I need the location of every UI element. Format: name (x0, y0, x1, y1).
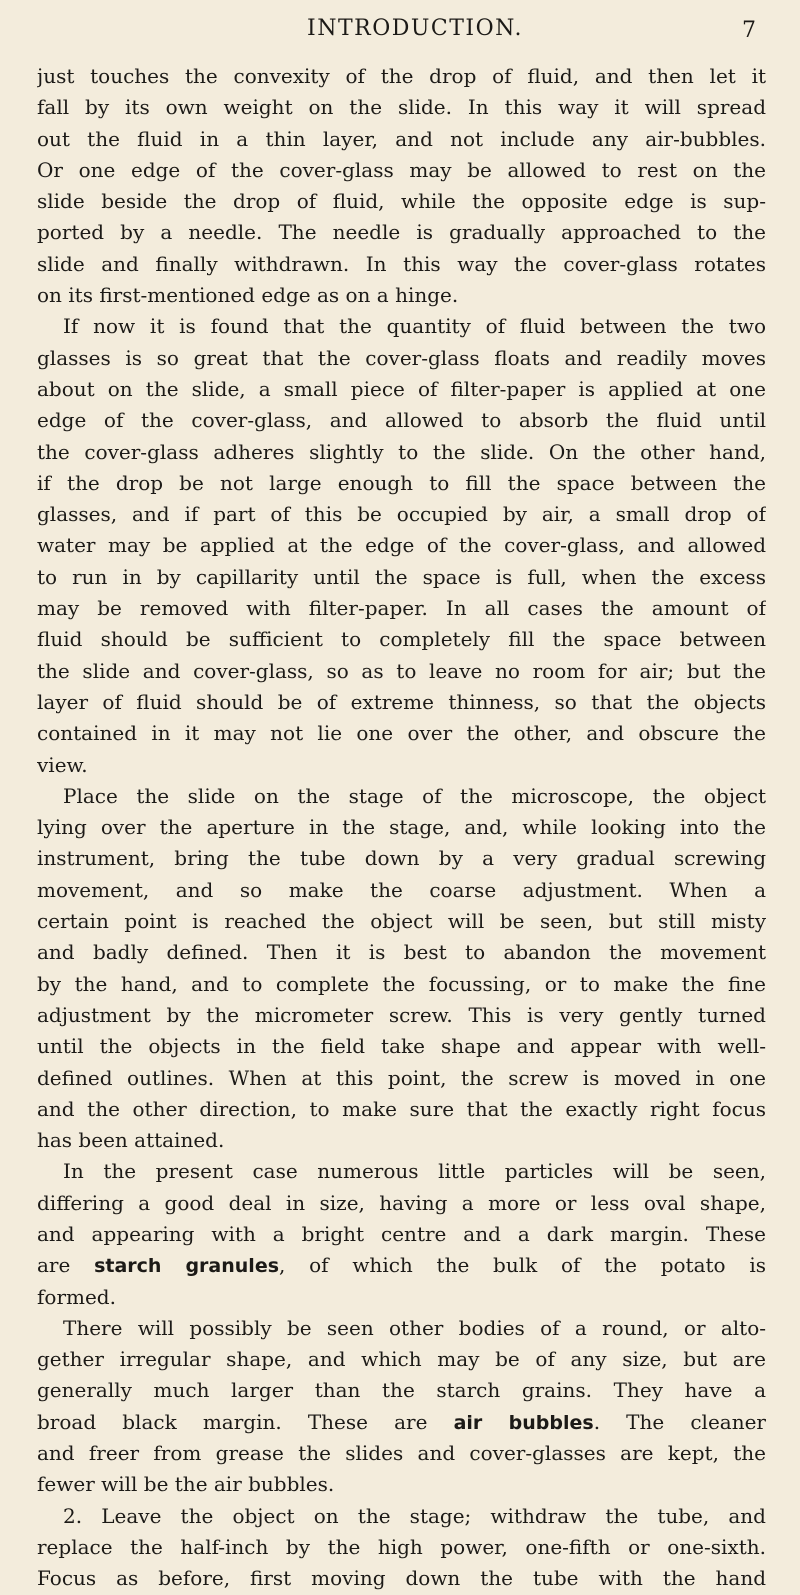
text-line: Place the slide on the stage of the microscope, the object (63, 783, 766, 808)
text-line: certain point is reached the object will be seen, but still misty (37, 909, 766, 934)
text-line: on its first-mentioned edge as on a hinge. (37, 283, 459, 308)
text-line: by the hand, and to complete the focussing, or to make the fine (37, 971, 766, 996)
text-line: water may be applied at the edge of the cover-glass, and allowed (37, 533, 766, 558)
body-text (37, 61, 766, 1595)
text-line: glasses, and if part of this be occupied by air, a small drop of (37, 502, 766, 527)
text-line: gether irregular shape, and which may be of any size, but are (37, 1347, 766, 1372)
text-line: and freer from grease the slides and cover-glasses are kept, the (37, 1441, 766, 1466)
page-number: 7 (742, 18, 756, 43)
text-line: and the other direction, to make sure that the exactly right focus (37, 1096, 766, 1121)
text-line: slide and finally withdrawn. In this way the cover-glass rotates (37, 251, 766, 276)
text-line: 2. Leave the object on the stage; withdraw the tube, and (63, 1503, 766, 1528)
text-line: the cover-glass adheres slightly to the slide. On the other hand, (37, 439, 766, 464)
text-fragment: , of which the bulk of the potato is (279, 1253, 766, 1278)
page-header (0, 14, 800, 50)
text-line: about on the slide, a small piece of filter-paper is applied at one (37, 376, 766, 401)
text-line: If now it is found that the quantity of fluid between the two (63, 314, 766, 339)
text-line: glasses is so great that the cover-glass floats and readily moves (37, 345, 766, 370)
text-line: generally much larger than the starch grains. They have a (37, 1378, 766, 1403)
text-line: There will possibly be seen other bodies of a round, or alto- (63, 1315, 766, 1340)
text-line: and appearing with a bright centre and a dark margin. These (37, 1221, 766, 1246)
running-head: INTRODUCTION. (307, 16, 523, 41)
text-line: if the drop be not large enough to fill the space between the (37, 470, 766, 495)
text-line: may be removed with filter-paper. In all cases the amount of (37, 596, 766, 621)
text-line: out the fluid in a thin layer, and not include any air-bubbles. (37, 126, 766, 151)
text-line: fewer will be the air bubbles. (37, 1472, 335, 1497)
text-line: the slide and cover-glass, so as to leave no room for air; but the (37, 658, 766, 683)
text-line: defined outlines. When at this point, the screw is moved in one (37, 1065, 766, 1090)
text-line: slide beside the drop of fluid, while the opposite edge is sup- (37, 189, 766, 214)
text-line: contained in it may not lie one over the other, and obscure the (37, 721, 766, 746)
text-line: ported by a needle. The needle is gradually approached to the (37, 220, 766, 245)
text-line: In the present case numerous little particles will be seen, (63, 1159, 766, 1184)
text-line: just touches the convexity of the drop of fluid, and then let it (37, 64, 766, 88)
text-line (37, 1250, 766, 1281)
text-line: Or one edge of the cover-glass may be allowed to rest on the (37, 157, 766, 182)
text-line: layer of fluid should be of extreme thinness, so that the objects (37, 689, 766, 714)
text-fragment: are (37, 1253, 95, 1278)
text-line: and badly defined. Then it is best to abandon the movement (37, 940, 766, 965)
text-line: movement, and so make the coarse adjustment. When a (37, 877, 766, 902)
text-line: until the objects in the field take shape and appear with well- (37, 1034, 766, 1059)
text-line: adjustment by the micrometer screw. This is very gently turned (37, 1002, 766, 1027)
bold-term: air bubbles (453, 1411, 594, 1434)
text-line: instrument, bring the tube down by a very gradual screwing (37, 846, 766, 871)
text-line: edge of the cover-glass, and allowed to absorb the fluid until (37, 408, 766, 433)
text-line: to run in by capillarity until the space is full, when the excess (37, 564, 766, 589)
text-line: differing a good deal in size, having a more or less oval shape, (37, 1190, 766, 1215)
bold-term: starch granules (94, 1255, 280, 1278)
text-line: Focus as before, first moving down the tube with the hand (37, 1566, 766, 1591)
text-fragment: broad black margin. These are (37, 1409, 454, 1434)
text-line (37, 1407, 766, 1438)
text-fragment: . The cleaner (593, 1409, 766, 1434)
text-line: fall by its own weight on the slide. In this way it will spread (37, 95, 766, 120)
text-line: fluid should be sufficient to completely fill the space between (37, 627, 766, 652)
text-line: view. (37, 752, 88, 777)
text-line: replace the half-inch by the high power, one-fifth or one-sixth. (37, 1534, 766, 1559)
text-line: lying over the aperture in the stage, and, while looking into the (37, 815, 766, 840)
text-line: formed. (37, 1284, 116, 1309)
text-line: has been attained. (37, 1128, 225, 1153)
